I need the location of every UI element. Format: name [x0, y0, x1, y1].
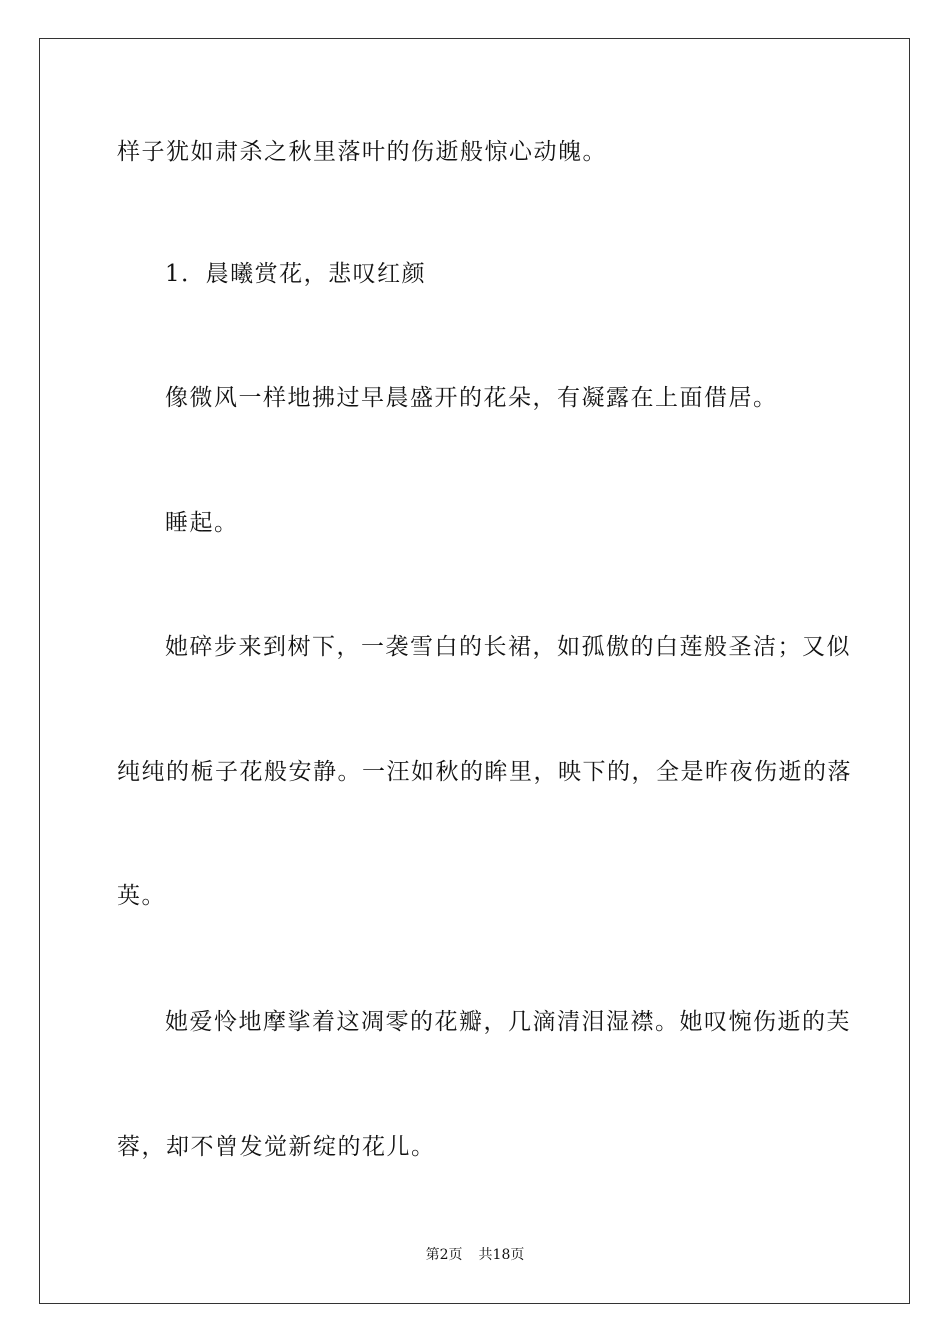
- paragraph-line: 蓉，却不曾发觉新绽的花儿。: [117, 1134, 436, 1160]
- paragraph-line: 样子犹如肃杀之秋里落叶的伤逝般惊心动魄。: [117, 139, 607, 165]
- page-total: 共18页: [478, 1247, 525, 1263]
- page-footer: [0, 1245, 950, 1265]
- section-heading: 1．晨曦赏花，悲叹红颜: [165, 261, 427, 287]
- paragraph-line: 睡起。: [165, 510, 239, 536]
- paragraph-line: 纯纯的栀子花般安静。一汪如秋的眸里，映下的，全是昨夜伤逝的落: [117, 759, 852, 785]
- paragraph-line: 她碎步来到树下，一袭雪白的长裙，如孤傲的白莲般圣洁；又似: [165, 634, 851, 660]
- paragraph-line: 像微风一样地拂过早晨盛开的花朵，有凝露在上面借居。: [165, 385, 778, 411]
- page-border: [39, 38, 910, 1304]
- paragraph-line: 她爱怜地摩挲着这凋零的花瓣，几滴清泪湿襟。她叹惋伤逝的芙: [165, 1009, 851, 1035]
- page-number: 第2页: [425, 1247, 463, 1263]
- paragraph-line: 英。: [117, 883, 166, 909]
